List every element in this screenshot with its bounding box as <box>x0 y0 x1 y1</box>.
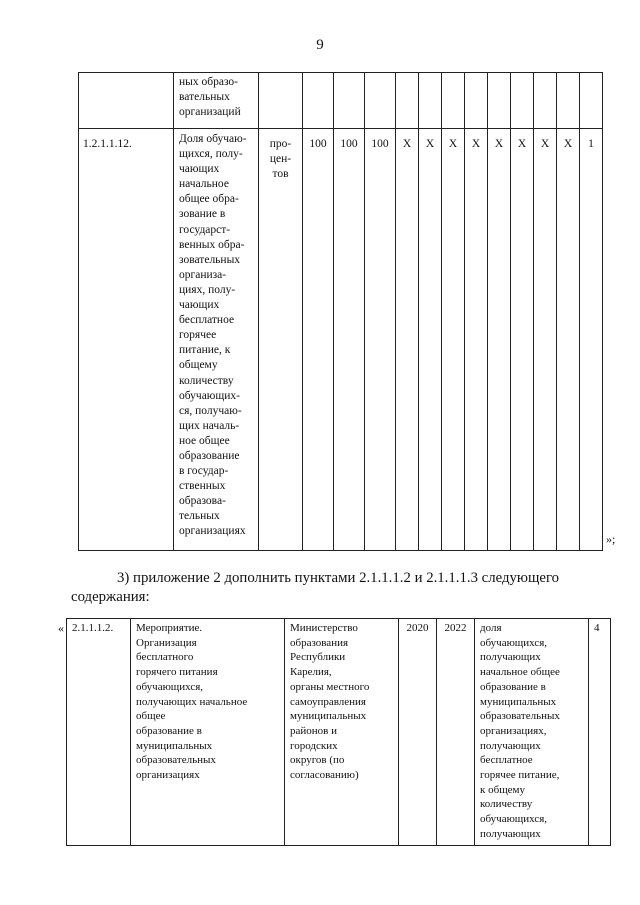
cell-unit <box>259 73 303 129</box>
cell-year-end: 2022 <box>437 619 475 846</box>
name-line: в государ- <box>179 465 229 478</box>
cell-value <box>303 73 334 129</box>
name-line: начальное <box>179 178 229 191</box>
name-line: венных обра- <box>179 238 245 251</box>
indicator-line: обучающихся, <box>480 813 548 826</box>
indicator-line: к общему <box>480 783 526 796</box>
cell-indicator-name <box>174 73 259 129</box>
measure-line: муниципальных <box>136 739 213 752</box>
cell-last-col: 4 <box>589 619 611 846</box>
cell-value: X <box>534 129 557 551</box>
name-line: зование в <box>179 208 226 221</box>
measures-table <box>66 618 611 846</box>
indicator-line: доля <box>480 622 502 634</box>
cell-value: X <box>465 129 488 551</box>
measure-line: организациях <box>136 769 200 782</box>
executor-line: муниципальных <box>290 710 367 723</box>
opening-quote: « <box>58 621 64 635</box>
cell-indicator <box>475 619 589 846</box>
name-line: общее обра- <box>179 193 239 206</box>
name-line: тельных <box>179 510 220 523</box>
indicator-line: муниципальных <box>480 695 557 708</box>
cell-value <box>534 73 557 129</box>
name-line: Доля обучаю- <box>179 133 247 145</box>
table-row-continuation <box>79 73 603 129</box>
cell-value: X <box>396 129 419 551</box>
cell-value: 1 <box>580 129 603 551</box>
executor-line: районов и <box>290 724 337 737</box>
name-line: чающих <box>179 299 220 312</box>
name-line: образова- <box>179 495 226 508</box>
executor-line: самоуправления <box>290 695 366 708</box>
name-line: вательных <box>179 91 230 104</box>
measure-line: бесплатного <box>136 651 194 664</box>
cell-value <box>334 73 365 129</box>
cell-value: 100 <box>303 129 334 551</box>
indicator-line: горячее питание, <box>480 769 560 782</box>
name-line: государст- <box>179 223 231 236</box>
cell-value <box>511 73 534 129</box>
measure-line: Организация <box>136 636 197 649</box>
indicator-line: получающих <box>480 651 541 664</box>
indicator-line: образование в <box>480 680 546 693</box>
page-number: 9 <box>316 37 324 53</box>
cell-code: 1.2.1.1.12. <box>79 129 174 551</box>
name-line: щих началь- <box>179 419 240 432</box>
name-line: ных образо- <box>179 76 239 88</box>
unit-line: про- <box>269 138 292 150</box>
paragraph-line: 3) приложение 2 дополнить пунктами 2.1.1.1.2 и 2.1.1.1.3 следующего <box>117 570 560 586</box>
executor-line: согласованию) <box>290 769 359 782</box>
measure-line: образование в <box>136 724 202 737</box>
name-line: обучающих- <box>179 389 240 402</box>
name-line: общему <box>179 359 218 372</box>
closing-quote: »; <box>606 532 616 546</box>
name-line: ное общее <box>179 434 230 447</box>
cell-unit <box>259 129 303 551</box>
measure-line: общее <box>136 710 166 723</box>
name-line: циях, полу- <box>179 283 236 296</box>
cell-value <box>442 73 465 129</box>
indicator-line: количеству <box>480 798 533 811</box>
cell-value <box>465 73 488 129</box>
executor-line: Республики <box>290 651 346 664</box>
indicators-table <box>78 72 603 551</box>
indicator-line: бесплатное <box>480 754 533 767</box>
name-line: щихся, полу- <box>179 148 243 161</box>
name-line: ся, получаю- <box>179 404 242 417</box>
cell-indicator-name <box>174 129 259 551</box>
measure-line: обучающихся, <box>136 680 204 693</box>
name-line: бесплатное <box>179 314 235 327</box>
cell-code: 2.1.1.1.2. <box>67 619 131 846</box>
name-line: ственных <box>179 480 226 493</box>
cell-measure <box>131 619 285 846</box>
table-row-1-2-1-1-12 <box>79 129 603 551</box>
cell-value: X <box>557 129 580 551</box>
indicator-line: получающих <box>480 739 541 752</box>
measure-line: горячего питания <box>136 666 218 679</box>
name-line: организаций <box>179 106 241 119</box>
name-line: питание, к <box>179 344 231 357</box>
indicator-line: образовательных <box>480 710 560 723</box>
cell-value <box>365 73 396 129</box>
indicator-line: получающих <box>480 827 541 840</box>
cell-value: X <box>419 129 442 551</box>
executor-line: Карелия, <box>290 666 332 679</box>
cell-value: X <box>488 129 511 551</box>
cell-value <box>580 73 603 129</box>
measure-line: образовательных <box>136 754 216 767</box>
executor-line: органы местного <box>290 680 370 693</box>
amendment-paragraph <box>71 569 601 607</box>
measure-line: получающих начальное <box>136 695 248 708</box>
indicator-line: организациях, <box>480 724 547 737</box>
cell-value: 100 <box>365 129 396 551</box>
name-line: количеству <box>179 374 234 387</box>
paragraph-line: содержания: <box>71 589 150 605</box>
cell-value: X <box>511 129 534 551</box>
cell-year-start: 2020 <box>399 619 437 846</box>
name-line: горячее <box>179 329 217 342</box>
measure-line: Мероприятие. <box>136 622 203 634</box>
cell-value <box>557 73 580 129</box>
cell-value <box>488 73 511 129</box>
cell-value: X <box>442 129 465 551</box>
cell-value: 100 <box>334 129 365 551</box>
indicator-line: начальное общее <box>480 666 560 679</box>
executor-line: образования <box>290 636 349 649</box>
unit-line: цен- <box>269 153 292 166</box>
executor-line: Министерство <box>290 622 358 634</box>
name-line: организациях <box>179 525 246 538</box>
table-row-2-1-1-1-2 <box>67 619 611 846</box>
name-line: организа- <box>179 268 227 281</box>
name-line: зовательных <box>179 253 241 266</box>
cell-code <box>79 73 174 129</box>
name-line: чающих <box>179 163 220 176</box>
name-line: образование <box>179 449 240 462</box>
cell-value <box>396 73 419 129</box>
cell-value <box>419 73 442 129</box>
cell-executor <box>285 619 399 846</box>
executor-line: округов (по <box>290 754 345 767</box>
indicator-line: обучающихся, <box>480 636 548 649</box>
unit-line: тов <box>272 168 289 181</box>
executor-line: городских <box>290 739 338 752</box>
